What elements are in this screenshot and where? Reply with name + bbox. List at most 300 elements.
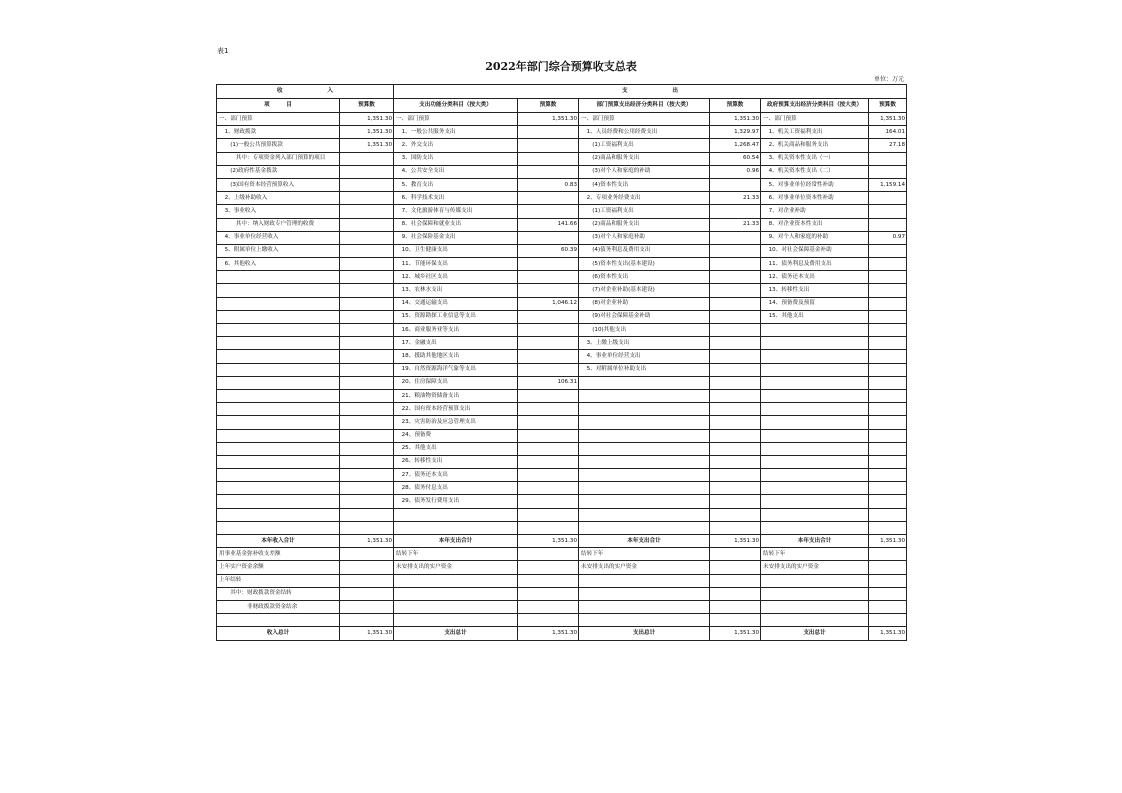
budget-value-cell <box>710 587 761 600</box>
budget-value-cell <box>518 416 579 429</box>
budget-value-cell <box>710 416 761 429</box>
item-label-cell: 本年收入合计 <box>217 535 340 548</box>
item-label-cell: 28、债务付息支出 <box>394 482 518 495</box>
budget-value-cell <box>518 363 579 376</box>
item-label-cell: (3)国有资本经营预算收入 <box>217 178 340 191</box>
budget-value-cell <box>340 258 394 271</box>
table-row <box>217 350 907 363</box>
table-row <box>217 258 907 271</box>
budget-value-cell <box>340 271 394 284</box>
budget-value-cell <box>869 192 907 205</box>
budget-value-cell: 1,351.30 <box>869 113 907 126</box>
table-row <box>217 126 907 139</box>
budget-value-cell <box>518 469 579 482</box>
item-label-cell: 2、上级补助收入 <box>217 192 340 205</box>
budget-value-cell <box>710 574 761 587</box>
item-label-cell <box>217 324 340 337</box>
item-label-cell: 11、节能环保支出 <box>394 258 518 271</box>
item-label-cell <box>761 416 869 429</box>
budget-value-cell: 141.66 <box>518 218 579 231</box>
budget-value-cell <box>710 469 761 482</box>
budget-value-cell <box>869 337 907 350</box>
item-label-cell <box>579 442 710 455</box>
budget-value-cell <box>710 178 761 191</box>
budget-value-cell <box>869 521 907 534</box>
item-label-cell: 支出总计 <box>394 627 518 640</box>
item-label-cell: (2)商品和服务支出 <box>579 152 710 165</box>
item-label-cell: 22、国有资本经营预算支出 <box>394 403 518 416</box>
table-row <box>217 495 907 508</box>
budget-value-cell <box>340 231 394 244</box>
item-label-cell <box>217 455 340 468</box>
budget-value-cell <box>340 495 394 508</box>
table-row <box>217 284 907 297</box>
budget-value-cell <box>340 152 394 165</box>
item-label-cell: 未安排支出的实户资金 <box>761 561 869 574</box>
item-label-cell: (6)资本性支出 <box>579 271 710 284</box>
item-label-cell <box>217 310 340 323</box>
item-label-cell: 收入总计 <box>217 627 340 640</box>
budget-value-cell <box>869 297 907 310</box>
budget-value-cell <box>340 521 394 534</box>
item-label-cell: 1、一般公共服务支出 <box>394 126 518 139</box>
item-label-cell <box>217 376 340 389</box>
item-label-cell <box>217 521 340 534</box>
budget-value-cell <box>340 442 394 455</box>
budget-value-cell: 21.33 <box>710 218 761 231</box>
budget-value-cell <box>710 482 761 495</box>
item-label-cell: 结转下年 <box>761 548 869 561</box>
item-label-cell: 结转下年 <box>394 548 518 561</box>
item-label-cell: (2)政府性基金拨款 <box>217 165 340 178</box>
budget-value-cell <box>710 403 761 416</box>
budget-value-cell <box>710 442 761 455</box>
budget-value-cell <box>869 376 907 389</box>
item-label-cell <box>394 574 518 587</box>
item-label-cell: 26、转移性支出 <box>394 455 518 468</box>
item-label-cell: 8、社会保障和就业支出 <box>394 218 518 231</box>
table-row <box>217 442 907 455</box>
budget-value-cell <box>518 258 579 271</box>
col-budget-header: 预算数 <box>869 99 907 113</box>
item-label-cell <box>217 271 340 284</box>
item-label-cell: 9、对个人和家庭的补助 <box>761 231 869 244</box>
item-label-cell: 13、农林水支出 <box>394 284 518 297</box>
budget-value-cell <box>518 442 579 455</box>
item-label-cell <box>579 600 710 613</box>
item-label-cell: 一、部门预算 <box>394 113 518 126</box>
item-label-cell <box>579 508 710 521</box>
table-row <box>217 508 907 521</box>
item-label-cell: 本年支出合计 <box>761 535 869 548</box>
item-label-cell: 本年支出合计 <box>579 535 710 548</box>
item-label-cell <box>761 324 869 337</box>
unit-label: 单位：万元 <box>873 76 904 83</box>
item-label-cell: 1、财政拨款 <box>217 126 340 139</box>
table-row <box>217 139 907 152</box>
item-label-cell <box>579 574 710 587</box>
budget-value-cell <box>340 469 394 482</box>
item-label-cell <box>761 587 869 600</box>
budget-value-cell <box>869 508 907 521</box>
table-row <box>217 574 907 587</box>
budget-value-cell <box>518 165 579 178</box>
item-label-cell: 未安排支出的实户资金 <box>579 561 710 574</box>
budget-value-cell: 60.39 <box>518 244 579 257</box>
item-label-cell <box>217 350 340 363</box>
budget-value-cell: 1,351.30 <box>710 535 761 548</box>
item-label-cell <box>394 614 518 627</box>
budget-value-cell <box>518 495 579 508</box>
item-label-cell: 12、债务还本支出 <box>761 271 869 284</box>
item-label-cell: 2、外交支出 <box>394 139 518 152</box>
item-label-cell: 14、预备费及预留 <box>761 297 869 310</box>
item-label-cell <box>761 376 869 389</box>
item-label-cell <box>761 455 869 468</box>
table-body <box>217 85 907 641</box>
item-label-cell <box>761 614 869 627</box>
table-row <box>217 205 907 218</box>
table-row <box>217 152 907 165</box>
item-label-cell: 23、灾害防治及应急管理支出 <box>394 416 518 429</box>
budget-summary-table <box>216 84 907 641</box>
budget-value-cell <box>340 310 394 323</box>
budget-value-cell <box>518 561 579 574</box>
budget-value-cell: 1,351.30 <box>340 126 394 139</box>
budget-value-cell <box>518 192 579 205</box>
income-header: 收 入 <box>217 85 394 99</box>
table-row <box>217 297 907 310</box>
budget-value-cell: 60.54 <box>710 152 761 165</box>
budget-value-cell <box>340 587 394 600</box>
table-row <box>217 403 907 416</box>
budget-value-cell <box>518 284 579 297</box>
item-label-cell <box>761 350 869 363</box>
table-row <box>217 469 907 482</box>
item-label-cell <box>217 297 340 310</box>
table-row <box>217 192 907 205</box>
budget-value-cell <box>710 614 761 627</box>
item-label-cell: (1)工资福利支出 <box>579 139 710 152</box>
budget-value-cell <box>340 376 394 389</box>
item-label-cell: 11、债务利息及费用支出 <box>761 258 869 271</box>
item-label-cell <box>761 521 869 534</box>
item-label-cell <box>579 389 710 402</box>
budget-value-cell: 1,046.12 <box>518 297 579 310</box>
budget-value-cell <box>869 284 907 297</box>
item-label-cell <box>217 429 340 442</box>
budget-value-cell <box>869 165 907 178</box>
budget-value-cell: 1,351.30 <box>340 627 394 640</box>
table-row <box>217 231 907 244</box>
budget-value-cell: 106.31 <box>518 376 579 389</box>
budget-value-cell <box>518 455 579 468</box>
item-label-cell <box>761 403 869 416</box>
table-row <box>217 389 907 402</box>
item-label-cell: 未安排支出的实户资金 <box>394 561 518 574</box>
budget-value-cell <box>340 337 394 350</box>
budget-value-cell: 1,351.30 <box>340 139 394 152</box>
table-row <box>217 363 907 376</box>
budget-value-cell <box>710 548 761 561</box>
budget-value-cell <box>518 337 579 350</box>
budget-value-cell <box>869 403 907 416</box>
item-label-cell: (8)对企业补助 <box>579 297 710 310</box>
item-label-cell: 本年支出合计 <box>394 535 518 548</box>
item-label-cell: 3、机关资本性支出（一） <box>761 152 869 165</box>
item-label-cell <box>579 587 710 600</box>
item-label-cell <box>761 363 869 376</box>
item-label-cell <box>217 337 340 350</box>
table-row <box>217 455 907 468</box>
budget-value-cell <box>340 205 394 218</box>
item-label-cell <box>579 614 710 627</box>
budget-value-cell <box>518 389 579 402</box>
table-row <box>217 429 907 442</box>
budget-value-cell <box>869 258 907 271</box>
budget-value-cell <box>518 152 579 165</box>
budget-value-cell <box>518 403 579 416</box>
item-label-cell: (1)工资福利支出 <box>579 205 710 218</box>
item-label-cell: 2、机关商品和服务支出 <box>761 139 869 152</box>
budget-value-cell <box>518 231 579 244</box>
budget-value-cell <box>518 614 579 627</box>
item-label-cell <box>394 508 518 521</box>
total-row <box>217 535 907 548</box>
item-label-cell: (7)对企业补助(基本建设) <box>579 284 710 297</box>
table-row <box>217 548 907 561</box>
item-label-cell: (4)债务利息及费用支出 <box>579 244 710 257</box>
item-label-cell <box>217 403 340 416</box>
budget-value-cell <box>869 495 907 508</box>
budget-value-cell <box>869 574 907 587</box>
item-label-cell: 24、预备费 <box>394 429 518 442</box>
total-row <box>217 627 907 640</box>
item-label-cell <box>217 442 340 455</box>
table-row <box>217 521 907 534</box>
budget-value-cell <box>710 244 761 257</box>
budget-value-cell <box>869 310 907 323</box>
budget-value-cell: 1,351.30 <box>710 113 761 126</box>
table-row <box>217 271 907 284</box>
budget-value-cell <box>869 548 907 561</box>
budget-value-cell <box>518 482 579 495</box>
budget-value-cell: 1,351.30 <box>340 113 394 126</box>
col-budget-header: 预算数 <box>340 99 394 113</box>
item-label-cell: (9)对社会保障基金补助 <box>579 310 710 323</box>
budget-value-cell <box>710 389 761 402</box>
item-label-cell: 3、国防支出 <box>394 152 518 165</box>
item-label-cell: 29、债务发行费用支出 <box>394 495 518 508</box>
item-label-cell: 15、资源勘探工业信息等支出 <box>394 310 518 323</box>
item-label-cell <box>217 614 340 627</box>
item-label-cell: 6、其他收入 <box>217 258 340 271</box>
budget-value-cell <box>340 416 394 429</box>
item-label-cell: 一、部门预算 <box>579 113 710 126</box>
item-label-cell: 5、对附属单位补助支出 <box>579 363 710 376</box>
table-row <box>217 310 907 323</box>
col-budget-header: 预算数 <box>518 99 579 113</box>
item-label-cell: 27、债务还本支出 <box>394 469 518 482</box>
item-label-cell <box>761 495 869 508</box>
budget-value-cell <box>340 363 394 376</box>
item-label-cell <box>579 429 710 442</box>
budget-value-cell <box>340 614 394 627</box>
item-label-cell <box>761 600 869 613</box>
item-label-cell <box>579 416 710 429</box>
item-label-cell <box>217 469 340 482</box>
item-label-cell <box>579 521 710 534</box>
item-label-cell: 9、社会保险基金支出 <box>394 231 518 244</box>
item-label-cell: (3)对个人和家庭补助 <box>579 231 710 244</box>
budget-value-cell <box>340 429 394 442</box>
budget-value-cell <box>710 350 761 363</box>
budget-value-cell <box>869 152 907 165</box>
item-label-cell: 6、科学技术支出 <box>394 192 518 205</box>
item-label-cell <box>394 587 518 600</box>
table-row <box>217 416 907 429</box>
budget-value-cell <box>518 521 579 534</box>
budget-value-cell <box>710 205 761 218</box>
table-row <box>217 324 907 337</box>
budget-value-cell <box>340 178 394 191</box>
item-label-cell <box>761 429 869 442</box>
budget-value-cell <box>340 350 394 363</box>
item-label-cell: 5、教育支出 <box>394 178 518 191</box>
col-item-header: 项 目 <box>217 99 340 113</box>
budget-value-cell <box>340 508 394 521</box>
budget-value-cell: 1,351.30 <box>518 535 579 548</box>
item-label-cell: 4、公共安全支出 <box>394 165 518 178</box>
budget-value-cell <box>710 271 761 284</box>
item-label-cell: 7、对企业补助 <box>761 205 869 218</box>
budget-value-cell <box>710 231 761 244</box>
item-label-cell: 4、事业单位经营支出 <box>579 350 710 363</box>
table-row <box>217 113 907 126</box>
item-label-cell: (2)商品和服务支出 <box>579 218 710 231</box>
item-label-cell: 15、其他支出 <box>761 310 869 323</box>
budget-value-cell <box>869 600 907 613</box>
budget-value-cell: 0.83 <box>518 178 579 191</box>
budget-value-cell <box>710 376 761 389</box>
item-label-cell: 19、自然资源海洋气象等支出 <box>394 363 518 376</box>
budget-value-cell: 1,351.30 <box>518 113 579 126</box>
item-label-cell <box>761 442 869 455</box>
budget-value-cell <box>518 429 579 442</box>
budget-value-cell <box>340 244 394 257</box>
item-label-cell: 3、事业收入 <box>217 205 340 218</box>
budget-value-cell <box>869 218 907 231</box>
budget-value-cell <box>869 324 907 337</box>
item-label-cell: 25、其他支出 <box>394 442 518 455</box>
item-label-cell <box>761 508 869 521</box>
budget-value-cell <box>869 416 907 429</box>
table-row <box>217 244 907 257</box>
item-label-cell: (3)对个人和家庭的补助 <box>579 165 710 178</box>
budget-value-cell <box>710 324 761 337</box>
col-func-header: 支出功能分类科目（按大类） <box>394 99 518 113</box>
item-label-cell: 1、机关工资福利支出 <box>761 126 869 139</box>
table-row <box>217 337 907 350</box>
budget-value-cell: 27.18 <box>869 139 907 152</box>
item-label-cell: 其中：财政拨款资金结转 <box>217 587 340 600</box>
budget-value-cell <box>518 600 579 613</box>
item-label-cell <box>217 495 340 508</box>
budget-value-cell <box>869 469 907 482</box>
item-label-cell: 16、商业服务业等支出 <box>394 324 518 337</box>
table-row <box>217 587 907 600</box>
budget-value-cell: 1,351.30 <box>869 535 907 548</box>
budget-value-cell <box>518 126 579 139</box>
budget-value-cell <box>518 508 579 521</box>
budget-value-cell <box>869 205 907 218</box>
item-label-cell <box>579 482 710 495</box>
item-label-cell: 10、卫生健康支出 <box>394 244 518 257</box>
item-label-cell: (1)一般公共预算拨款 <box>217 139 340 152</box>
item-label-cell: 3、上缴上级支出 <box>579 337 710 350</box>
item-label-cell: 2、专项业务经费支出 <box>579 192 710 205</box>
item-label-cell: 13、转移性支出 <box>761 284 869 297</box>
budget-value-cell <box>340 165 394 178</box>
item-label-cell: 4、事业单位经营收入 <box>217 231 340 244</box>
budget-value-cell <box>340 192 394 205</box>
budget-value-cell <box>710 508 761 521</box>
group-header-row <box>217 85 907 99</box>
item-label-cell: 12、城乡社区支出 <box>394 271 518 284</box>
item-label-cell: 10、对社会保障基金补助 <box>761 244 869 257</box>
item-label-cell: 上年实户资金余额 <box>217 561 340 574</box>
budget-value-cell <box>710 363 761 376</box>
item-label-cell: 4、机关资本性支出（二） <box>761 165 869 178</box>
item-label-cell <box>217 416 340 429</box>
budget-value-cell <box>340 218 394 231</box>
item-label-cell: 其中：专项资金列入部门预算的项目 <box>217 152 340 165</box>
item-label-cell <box>579 403 710 416</box>
column-header-row <box>217 99 907 113</box>
expense-header: 支 出 <box>394 85 907 99</box>
budget-value-cell <box>869 482 907 495</box>
budget-value-cell <box>869 271 907 284</box>
item-label-cell: (4)资本性支出 <box>579 178 710 191</box>
budget-value-cell: 0.97 <box>869 231 907 244</box>
budget-value-cell <box>710 455 761 468</box>
item-label-cell: 结转下年 <box>579 548 710 561</box>
budget-value-cell <box>869 244 907 257</box>
item-label-cell: 支出总计 <box>579 627 710 640</box>
col-gov-header: 政府预算支出经济分类科目（按大类） <box>761 99 869 113</box>
item-label-cell: 用事业基金弥补收支差额 <box>217 548 340 561</box>
table-row <box>217 600 907 613</box>
budget-value-cell <box>869 455 907 468</box>
budget-value-cell <box>340 324 394 337</box>
item-label-cell: 18、援助其他地区支出 <box>394 350 518 363</box>
item-label-cell: (5)资本性支出(基本建设) <box>579 258 710 271</box>
budget-value-cell <box>869 442 907 455</box>
item-label-cell: 6、对事业单位资本性补助 <box>761 192 869 205</box>
item-label-cell: 7、文化旅游体育与传媒支出 <box>394 205 518 218</box>
budget-value-cell <box>710 258 761 271</box>
budget-value-cell: 0.96 <box>710 165 761 178</box>
budget-value-cell <box>869 350 907 363</box>
item-label-cell <box>761 389 869 402</box>
item-label-cell: 5、附属单位上缴收入 <box>217 244 340 257</box>
budget-value-cell <box>340 561 394 574</box>
table-number: 表1 <box>217 47 229 55</box>
table-row <box>217 376 907 389</box>
budget-value-cell: 1,268.47 <box>710 139 761 152</box>
item-label-cell <box>761 574 869 587</box>
budget-value-cell <box>710 310 761 323</box>
